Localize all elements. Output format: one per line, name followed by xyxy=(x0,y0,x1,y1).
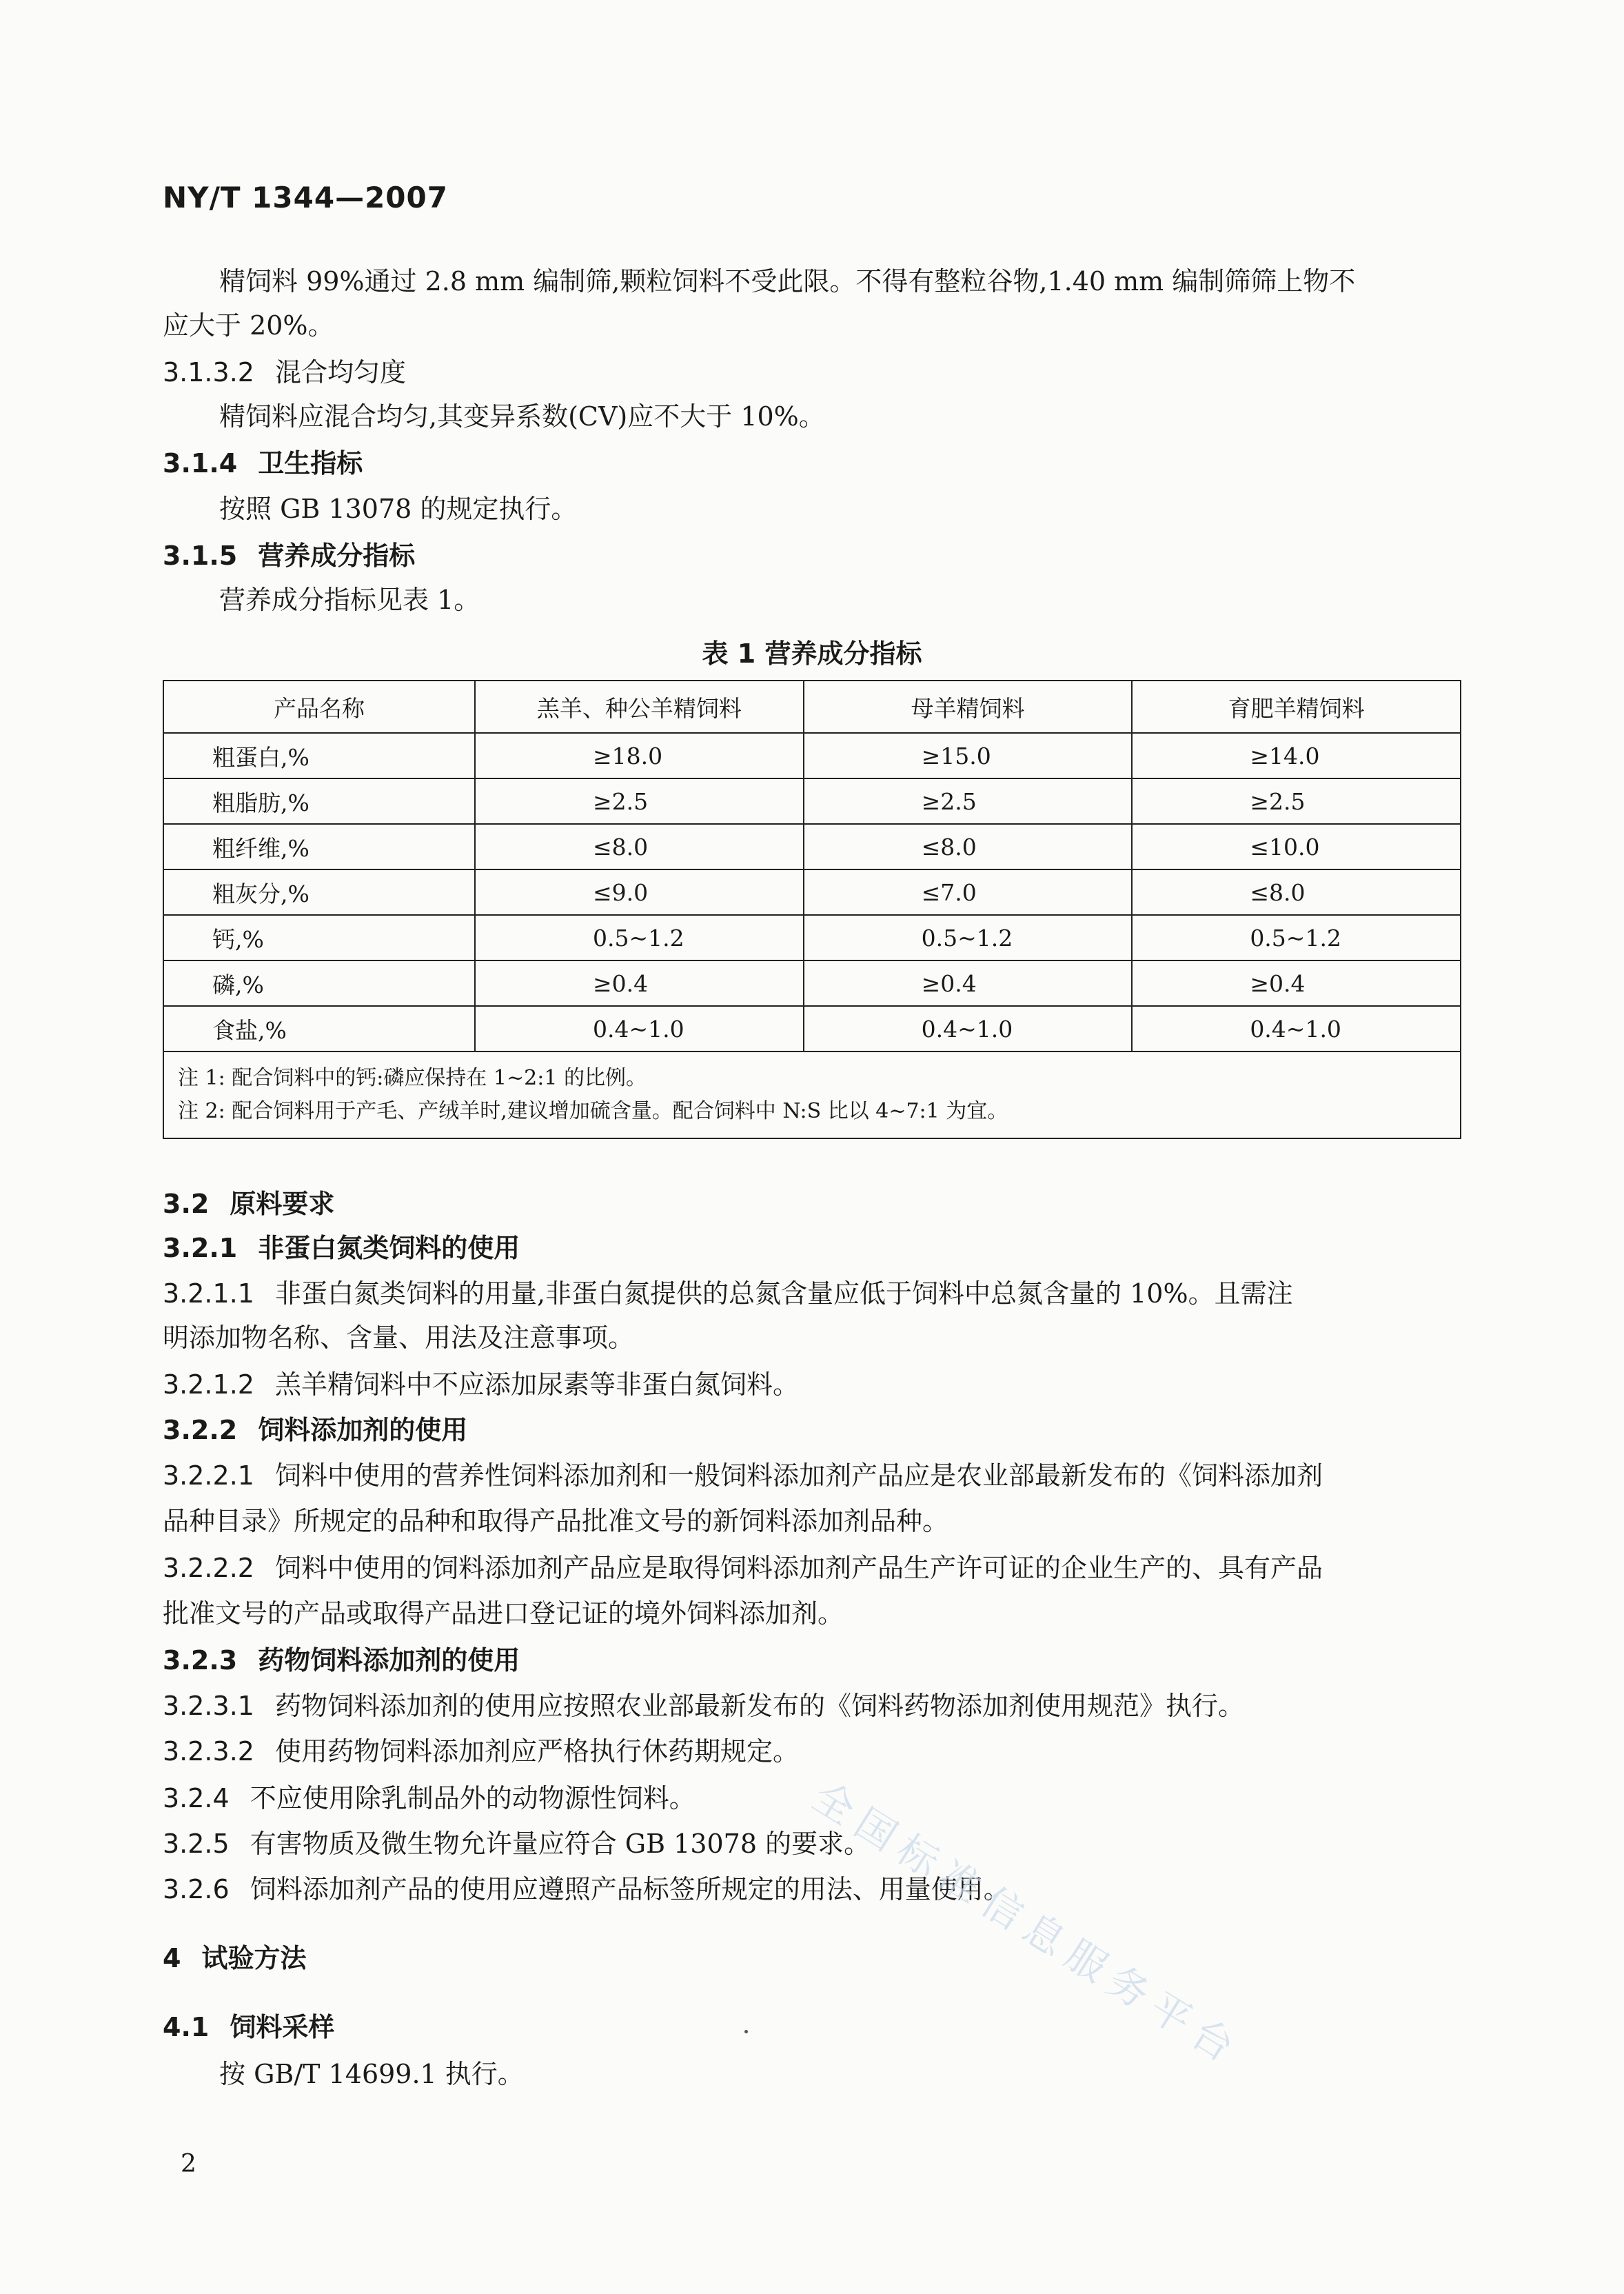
row-label: 粗纤维,% xyxy=(163,824,475,869)
clause-3-2-3-2 xyxy=(163,1735,799,1768)
clause-3-2-6 xyxy=(163,1873,1010,1906)
body-line: 精饲料 99%通过 2.8 mm 编制筛,颗粒饲料不受此限。不得有整粒谷物,1.40 mm 编制筛筛上物不 xyxy=(219,266,1356,296)
clause-text: 有害物质及微生物允许量应符合 GB 13078 的要求。 xyxy=(250,1829,871,1859)
table-cell: ≥2.5 xyxy=(1132,778,1461,824)
section-title: 试验方法 xyxy=(201,1943,307,1973)
table-cell: ≤10.0 xyxy=(1132,824,1461,869)
section-number: 3.2.3.2 xyxy=(163,1736,254,1767)
table-cell: ≥0.4 xyxy=(804,960,1133,1006)
body-line: 按 GB/T 14699.1 执行。 xyxy=(219,2059,524,2089)
clause-text: 饲料中使用的营养性饲料添加剂和一般饲料添加剂产品应是农业部最新发布的《饲料添加剂 xyxy=(274,1460,1323,1491)
row-label: 粗灰分,% xyxy=(163,869,475,915)
section-title: 非蛋白氮类饲料的使用 xyxy=(258,1233,520,1263)
table-cell: 0.4~1.0 xyxy=(804,1006,1133,1052)
section-number: 3.2.6 xyxy=(163,1874,230,1904)
table-cell: 0.5~1.2 xyxy=(804,915,1133,960)
section-title: 混合均匀度 xyxy=(274,357,406,388)
section-heading-4-1 xyxy=(163,2011,334,2044)
table-cell: 0.5~1.2 xyxy=(475,915,804,960)
clause-text: 非蛋白氮类饲料的用量,非蛋白氮提供的总氮含量应低于饲料中总氮含量的 10%。且需注 xyxy=(274,1278,1293,1309)
table-row xyxy=(163,915,1461,960)
table-cell: ≥18.0 xyxy=(475,733,804,778)
clause-3-2-4 xyxy=(163,1782,696,1815)
table-row xyxy=(163,778,1461,824)
clause-text: 药物饲料添加剂的使用应按照农业部最新发布的《饲料药物添加剂使用规范》执行。 xyxy=(274,1691,1244,1721)
section-heading-3-2-1 xyxy=(163,1231,520,1265)
section-number: 3.2.2 xyxy=(163,1415,238,1445)
clause-3-2-1-2 xyxy=(163,1368,799,1401)
section-title: 饲料添加剂的使用 xyxy=(258,1415,468,1445)
table-cell: ≤7.0 xyxy=(804,869,1133,915)
section-heading-3-2-3 xyxy=(163,1644,520,1677)
table-cell: 0.5~1.2 xyxy=(1132,915,1461,960)
table-note: 注 1: 配合饲料中的钙:磷应保持在 1~2:1 的比例。 xyxy=(178,1066,647,1090)
table-row xyxy=(163,869,1461,915)
clause-text: 使用药物饲料添加剂应严格执行休药期规定。 xyxy=(274,1736,799,1767)
row-label: 磷,% xyxy=(163,960,475,1006)
section-number: 3.1.3.2 xyxy=(163,357,254,388)
table-cell: ≤8.0 xyxy=(1132,869,1461,915)
section-number: 3.2 xyxy=(163,1189,210,1219)
page-number: 2 xyxy=(181,2150,196,2178)
section-title: 营养成分指标 xyxy=(258,541,416,571)
body-line: 批准文号的产品或取得产品进口登记证的境外饲料添加剂。 xyxy=(163,1598,844,1629)
body-line: 品种目录》所规定的品种和取得产品批准文号的新饲料添加剂品种。 xyxy=(163,1506,949,1536)
table-cell: ≥2.5 xyxy=(804,778,1133,824)
table-row xyxy=(163,960,1461,1006)
watermark: 全国标准信息服务平台 xyxy=(804,1773,1250,2076)
row-label: 钙,% xyxy=(163,915,475,960)
column-header: 羔羊、种公羊精饲料 xyxy=(475,681,804,733)
table-cell: ≥0.4 xyxy=(475,960,804,1006)
row-label: 食盐,% xyxy=(163,1006,475,1052)
section-number: 3.2.2.1 xyxy=(163,1460,254,1491)
clause-3-2-2-1 xyxy=(163,1459,1323,1492)
nutrition-table xyxy=(163,680,1461,1139)
section-number: 3.1.4 xyxy=(163,448,238,479)
body-line: 应大于 20%。 xyxy=(163,310,334,341)
standard-number-header: NY/T 1344—2007 xyxy=(163,181,448,214)
table-notes xyxy=(163,1052,1461,1138)
section-number: 4 xyxy=(163,1943,181,1973)
table-cell: ≥2.5 xyxy=(475,778,804,824)
clause-3-2-1-1 xyxy=(163,1277,1293,1310)
section-number: 3.2.5 xyxy=(163,1829,230,1859)
table-row xyxy=(163,824,1461,869)
clause-text: 羔羊精饲料中不应添加尿素等非蛋白氮饲料。 xyxy=(274,1369,799,1400)
body-line: 精饲料应混合均匀,其变异系数(CV)应不大于 10%。 xyxy=(219,401,825,432)
table-note: 注 2: 配合饲料用于产毛、产绒羊时,建议增加硫含量。配合饲料中 N:S 比以 4~7:1 为宜。 xyxy=(178,1099,1008,1123)
section-number: 3.2.1.2 xyxy=(163,1369,254,1400)
table-cell: ≤8.0 xyxy=(804,824,1133,869)
section-title: 卫生指标 xyxy=(258,448,363,479)
section-title: 原料要求 xyxy=(230,1189,335,1219)
body-line: 按照 GB 13078 的规定执行。 xyxy=(219,494,578,524)
section-number: 4.1 xyxy=(163,2012,210,2042)
clause-text: 饲料添加剂产品的使用应遵照产品标签所规定的用法、用量使用。 xyxy=(250,1874,1010,1904)
table-cell: ≥14.0 xyxy=(1132,733,1461,778)
clause-text: 饲料中使用的饲料添加剂产品应是取得饲料添加剂产品生产许可证的企业生产的、具有产品 xyxy=(274,1553,1323,1583)
clause-3-2-5 xyxy=(163,1827,870,1860)
section-heading-3-2 xyxy=(163,1187,334,1220)
clause-3-2-3-1 xyxy=(163,1689,1244,1722)
table-caption: 表 1 营养成分指标 xyxy=(702,638,922,669)
row-label: 粗蛋白,% xyxy=(163,733,475,778)
section-title: 饲料采样 xyxy=(230,2012,335,2042)
clause-3-2-2-2 xyxy=(163,1551,1323,1584)
table-cell: ≥0.4 xyxy=(1132,960,1461,1006)
column-header: 产品名称 xyxy=(163,681,475,733)
column-header: 母羊精饲料 xyxy=(804,681,1133,733)
section-number: 3.1.5 xyxy=(163,541,238,571)
table-row xyxy=(163,733,1461,778)
section-number: 3.2.3 xyxy=(163,1645,238,1676)
section-heading-4 xyxy=(163,1942,306,1975)
table-cell: 0.4~1.0 xyxy=(475,1006,804,1052)
table-cell: 0.4~1.0 xyxy=(1132,1006,1461,1052)
section-heading-3-1-4 xyxy=(163,447,363,480)
clause-text: 不应使用除乳制品外的动物源性饲料。 xyxy=(250,1783,696,1813)
row-label: 粗脂肪,% xyxy=(163,778,475,824)
section-title: 药物饲料添加剂的使用 xyxy=(258,1645,520,1676)
section-number: 3.2.2.2 xyxy=(163,1553,254,1583)
scan-speck xyxy=(744,2030,748,2033)
table-row xyxy=(163,1006,1461,1052)
table-cell: ≤9.0 xyxy=(475,869,804,915)
table-cell: ≤8.0 xyxy=(475,824,804,869)
section-heading-3-1-3-2 xyxy=(163,356,406,389)
body-line: 营养成分指标见表 1。 xyxy=(219,585,480,615)
section-number: 3.2.1.1 xyxy=(163,1278,254,1309)
section-number: 3.2.3.1 xyxy=(163,1691,254,1721)
section-heading-3-2-2 xyxy=(163,1413,467,1447)
section-heading-3-1-5 xyxy=(163,539,415,572)
table-header-row xyxy=(163,681,1461,733)
section-number: 3.2.4 xyxy=(163,1783,230,1813)
column-header: 育肥羊精饲料 xyxy=(1132,681,1461,733)
section-number: 3.2.1 xyxy=(163,1233,238,1263)
table-notes-row xyxy=(163,1052,1461,1138)
body-line: 明添加物名称、含量、用法及注意事项。 xyxy=(163,1322,635,1353)
table-cell: ≥15.0 xyxy=(804,733,1133,778)
